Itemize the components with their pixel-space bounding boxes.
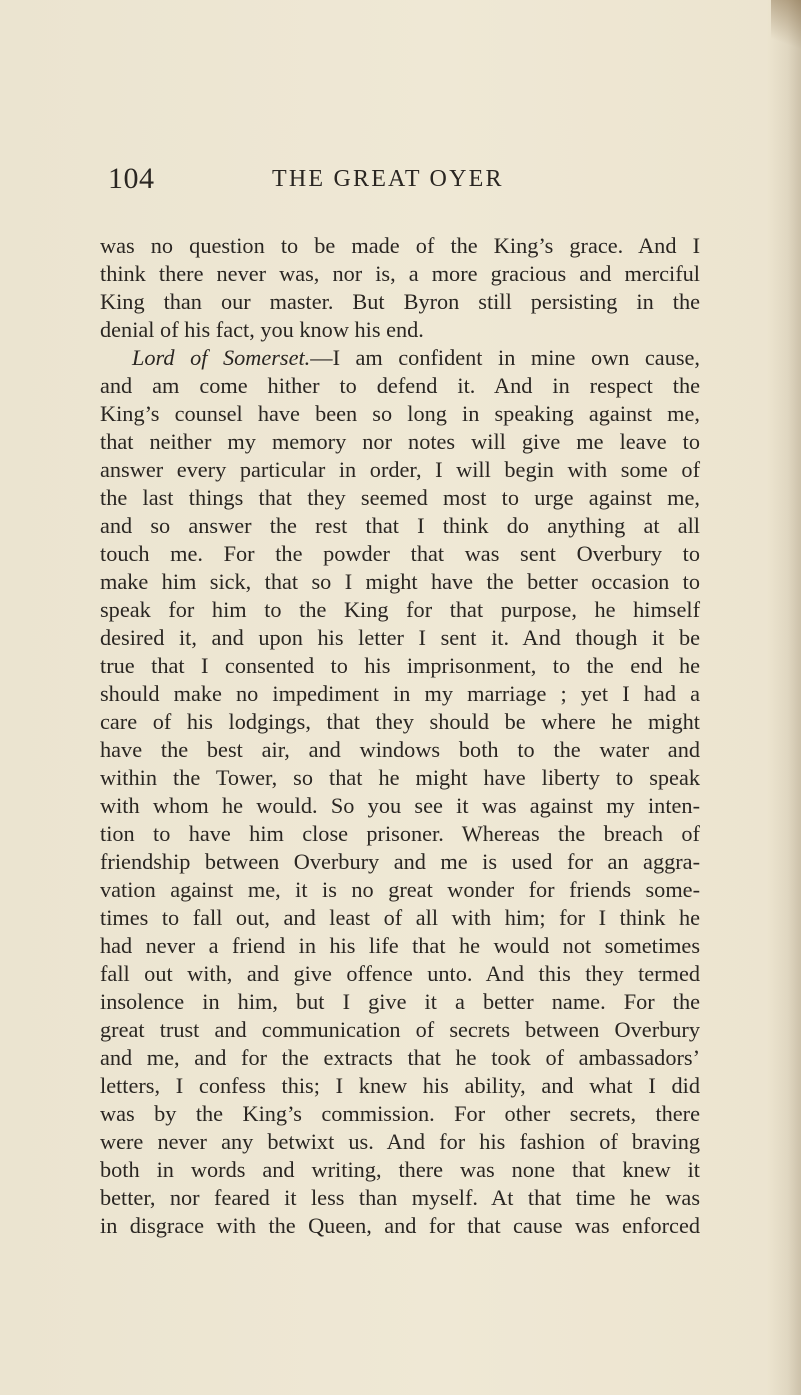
text-line [100, 372, 700, 400]
text-line [100, 624, 700, 652]
text-line-content: King’s counsel have been so long in speaking against me, [100, 401, 700, 426]
text-line-content: vation against me, it is no great wonder for friends some- [100, 877, 700, 902]
text-line [100, 652, 700, 680]
text-line-content: think there never was, nor is, a more gracious and merciful [100, 261, 700, 286]
text-line-content: desired it, and upon his letter I sent it. And though it be [100, 625, 700, 650]
text-line-content: answer every particular in order, I will begin with some of [100, 457, 700, 482]
text-line [100, 484, 700, 512]
text-line [100, 456, 700, 484]
text-line [100, 596, 700, 624]
text-line [100, 316, 700, 344]
text-line [100, 876, 700, 904]
text-line-content: care of his lodgings, that they should be where he might [100, 709, 700, 734]
text-line [100, 764, 700, 792]
text-line-content: King than our master. But Byron still persisting in the [100, 289, 700, 314]
text-line [100, 708, 700, 736]
text-line [100, 680, 700, 708]
text-line [100, 1156, 700, 1184]
text-line-content: letters, I confess this; I knew his ability, and what I did [100, 1073, 700, 1098]
text-line-content: speak for him to the King for that purpose, he himself [100, 597, 700, 622]
text-line-content: have the best air, and windows both to the water and [100, 737, 700, 762]
text-line-content: was no question to be made of the King’s grace. And I [100, 233, 700, 258]
page-number: 104 [108, 162, 155, 195]
page-edge-shadow [767, 0, 801, 1395]
text-line-content: true that I consented to his imprisonment, to the end he [100, 653, 700, 678]
text-line-content: denial of his fact, you know his end. [100, 317, 424, 342]
text-line-content: both in words and writing, there was none that knew it [100, 1157, 700, 1182]
text-line [100, 512, 700, 540]
page-corner-stain [771, 0, 801, 60]
text-line-content: times to fall out, and least of all with him; for I think he [100, 905, 700, 930]
text-line [100, 960, 700, 988]
text-line [100, 792, 700, 820]
text-line [100, 400, 700, 428]
text-line [100, 1072, 700, 1100]
body-text [100, 232, 700, 1240]
text-line [100, 820, 700, 848]
text-line [100, 1044, 700, 1072]
text-line [100, 540, 700, 568]
text-line-content: make him sick, that so I might have the better occasion to [100, 569, 700, 594]
text-line-content: and am come hither to defend it. And in respect the [100, 373, 700, 398]
text-line-content: was by the King’s commission. For other secrets, there [100, 1101, 700, 1126]
text-line [100, 736, 700, 764]
text-line [100, 344, 700, 372]
text-line [100, 848, 700, 876]
text-line [100, 1100, 700, 1128]
text-line-content: within the Tower, so that he might have liberty to speak [100, 765, 700, 790]
text-line-content: touch me. For the powder that was sent Overbury to [100, 541, 700, 566]
text-line [100, 932, 700, 960]
text-line [100, 260, 700, 288]
text-line-content: had never a friend in his life that he would not sometimes [100, 933, 700, 958]
text-line-content: that neither my memory nor notes will give me leave to [100, 429, 700, 454]
running-head: THE GREAT OYER [272, 166, 504, 192]
speaker-name: Lord of Somerset. [132, 345, 311, 370]
text-line-content: great trust and communication of secrets between Overbury [100, 1017, 700, 1042]
text-line [100, 904, 700, 932]
text-line [100, 1184, 700, 1212]
text-line [100, 232, 700, 260]
text-line [100, 988, 700, 1016]
text-line-content: insolence in him, but I give it a better name. For the [100, 989, 700, 1014]
text-line-content: friendship between Overbury and me is used for an aggra- [100, 849, 700, 874]
text-line [100, 1016, 700, 1044]
text-line [100, 1212, 700, 1240]
text-line-content: should make no impediment in my marriage ; yet I had a [100, 681, 700, 706]
text-line-content: —I am confident in mine own cause, [310, 345, 700, 370]
text-line-content: and me, and for the extracts that he took of ambassadors’ [100, 1045, 700, 1070]
text-line-content: fall out with, and give offence unto. And this they termed [100, 961, 700, 986]
text-line-content: tion to have him close prisoner. Whereas the breach of [100, 821, 700, 846]
text-line [100, 1128, 700, 1156]
text-line-content: were never any betwixt us. And for his fashion of braving [100, 1129, 700, 1154]
text-line [100, 568, 700, 596]
text-line [100, 428, 700, 456]
text-line [100, 288, 700, 316]
text-line-content: with whom he would. So you see it was against my inten- [100, 793, 700, 818]
text-line-content: and so answer the rest that I think do anything at all [100, 513, 700, 538]
text-line-content: the last things that they seemed most to urge against me, [100, 485, 700, 510]
text-line-content: better, nor feared it less than myself. At that time he was [100, 1185, 700, 1210]
page-header [108, 162, 708, 202]
text-line-content: in disgrace with the Queen, and for that cause was enforced [100, 1213, 700, 1238]
